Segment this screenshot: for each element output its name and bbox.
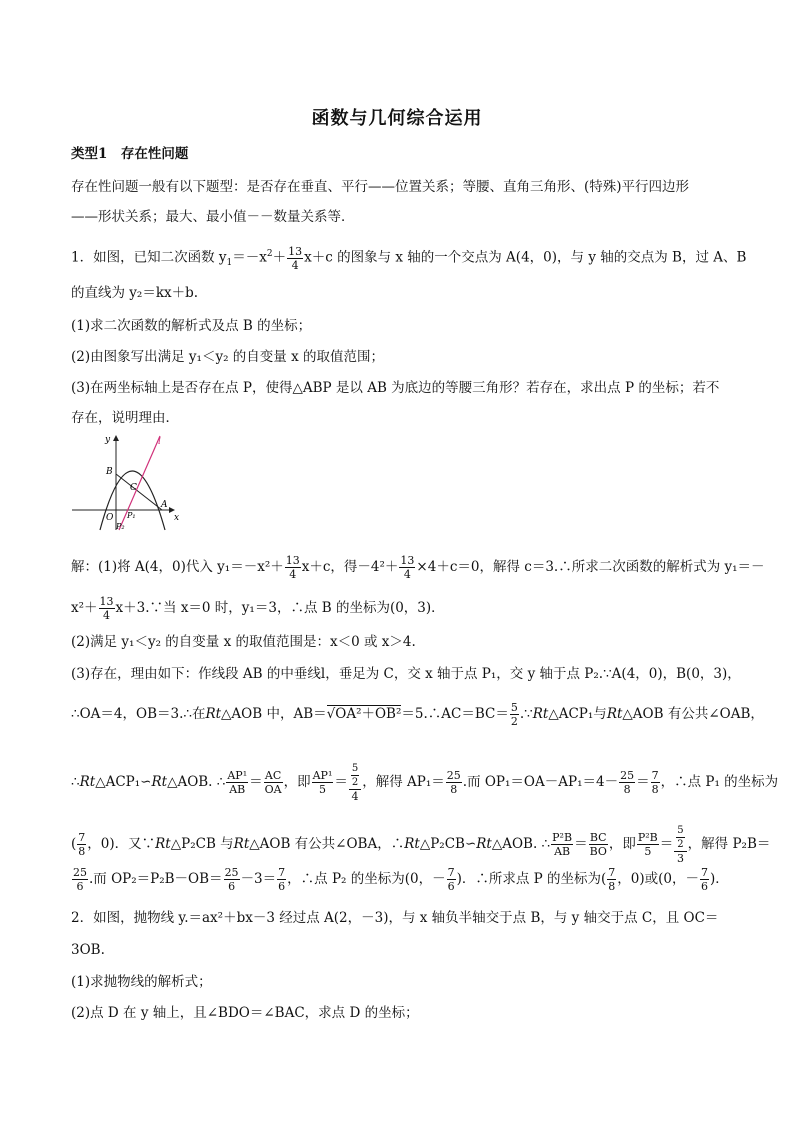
fraction — [551, 831, 573, 858]
sol-line-8 — [71, 866, 741, 893]
x-label: x — [174, 513, 180, 523]
numerator: 7 — [447, 866, 455, 879]
rt-text: Rt — [404, 836, 420, 852]
rt-text: Rt — [205, 706, 222, 722]
q1-text: x＋c 的图象与 x 轴的一个交点为 A(4，0)，与 y 轴的交点为 B，过 A、B — [304, 249, 747, 266]
sol-text: .而 OP₂＝P₂B－OB＝ — [89, 871, 223, 887]
sol-text: －3＝ — [240, 871, 277, 887]
q2-part-1: (1)求抛物线的解析式； — [71, 974, 212, 990]
numerator — [349, 762, 361, 790]
numerator: 7 — [78, 831, 86, 844]
sol-text: ，∴点 P₁ 的坐标为 — [660, 774, 779, 790]
sol-text: ×4＋c＝0，解得 c＝3.∴所求二次函数的解析式为 y₁＝－ — [416, 559, 765, 575]
denominator: 8 — [608, 880, 616, 893]
sol-text: ，解得 AP₁＝ — [362, 774, 445, 790]
denominator: 3 — [676, 852, 684, 865]
denominator: 4 — [289, 568, 297, 581]
sqrt-body: OA²＋OB² — [335, 706, 402, 722]
rt-text: Rt — [151, 774, 168, 790]
denominator: 6 — [447, 880, 455, 893]
denominator: 6 — [228, 880, 236, 893]
q2-line-2: 3OB. — [71, 942, 105, 958]
sol-text: .∵ — [519, 706, 533, 722]
denominator: 8 — [78, 845, 86, 858]
numerator: BC — [589, 831, 607, 844]
numerator: 5 — [510, 701, 518, 714]
fraction — [399, 554, 415, 581]
denominator: 5 — [644, 845, 652, 858]
q1-part-3-line-1: (3)在两坐标轴上是否存在点 P，使得△ABP 是以 AB 为底边的等腰三角形？若存在，求出点 P 的坐标；若不 — [71, 380, 720, 396]
denominator: 8 — [651, 783, 659, 796]
denominator: 5 — [318, 783, 326, 796]
q1-text: ＝－x — [232, 249, 267, 266]
l-label: l — [158, 437, 161, 447]
sol-text: ，0)或(0，－ — [617, 871, 700, 887]
fraction — [700, 866, 709, 893]
sol-text: 解：(1)将 A(4，0)代入 y₁＝－x²＋ — [71, 559, 284, 575]
numerator: 7 — [651, 769, 659, 782]
q1-figure — [70, 432, 182, 532]
numerator: AP¹ — [227, 769, 248, 782]
radical-sign: √ — [326, 706, 336, 722]
fraction — [447, 866, 456, 893]
sol-text: ，0)．又∵ — [87, 836, 156, 852]
numerator: 25 — [446, 769, 461, 782]
numerator: 25 — [224, 866, 239, 879]
fraction — [264, 769, 283, 796]
intro-line-1: 存在性问题一般有以下题型：是否存在垂直、平行——位置关系；等腰、直角三角形、(特殊)平行四边形 — [71, 179, 690, 195]
fraction — [77, 831, 86, 858]
rt-text: Rt — [79, 774, 96, 790]
numerator: 25 — [73, 866, 87, 879]
numerator: 7 — [701, 866, 709, 879]
fraction — [607, 866, 616, 893]
fraction — [99, 595, 115, 622]
numerator: P²B — [552, 831, 573, 844]
sol-line-5 — [71, 701, 764, 728]
denominator: 2 — [677, 839, 684, 850]
sol-line-6 — [71, 762, 779, 803]
fraction — [285, 554, 301, 581]
sol-text: ＝ — [574, 836, 588, 852]
denominator: 4 — [351, 790, 359, 803]
fraction — [72, 866, 88, 893]
denominator: 8 — [623, 783, 631, 796]
fraction — [676, 824, 684, 851]
sol-text: ∴ — [71, 774, 80, 790]
q1-part-1: (1)求二次函数的解析式及点 B 的坐标； — [71, 318, 312, 334]
y-label: y — [105, 435, 111, 445]
fraction — [651, 769, 660, 796]
numerator: 13 — [99, 595, 114, 608]
numerator: 7 — [608, 866, 616, 879]
compound-fraction — [674, 824, 686, 865]
line-l — [119, 436, 160, 530]
rt-text: Rt — [606, 706, 623, 722]
fraction — [619, 769, 635, 796]
fraction — [351, 762, 359, 789]
rt-text: Rt — [532, 706, 549, 722]
denominator: 4 — [403, 568, 411, 581]
denominator: 6 — [701, 880, 709, 893]
rt-text: Rt — [155, 836, 171, 852]
fraction — [510, 701, 519, 728]
page-title: 函数与几何综合运用 — [311, 108, 483, 129]
sol-text: x²＋ — [71, 600, 98, 616]
fraction — [224, 866, 240, 893]
denominator: 6 — [278, 880, 286, 893]
fraction — [277, 866, 286, 893]
sol-text: ∴OA＝4，OB＝3.∴在 — [71, 706, 206, 722]
sol-text: △P₂CB 与 — [170, 836, 234, 852]
numerator: 25 — [620, 769, 635, 782]
sol-text: ＝ — [659, 836, 674, 852]
denominator: AB — [229, 783, 246, 796]
sol-text: ＝ — [334, 774, 348, 790]
sol-line-3: (2)满足 y₁＜y₂ 的自变量 x 的取值范围是：x＜0 或 x＞4. — [71, 634, 416, 650]
numerator: 5 — [351, 763, 359, 774]
sol-text: △AOB. ∴ — [491, 836, 551, 852]
sol-text: ，解得 P₂B＝ — [687, 836, 771, 852]
denominator: 2 — [351, 777, 359, 788]
numerator: 13 — [400, 554, 415, 567]
p2-label: P₂ — [116, 522, 125, 531]
o-label: O — [106, 513, 114, 523]
sol-text: △P₂CB∽ — [419, 836, 477, 852]
sol-line-7 — [71, 824, 771, 865]
denominator: OA — [264, 783, 282, 796]
numerator: 7 — [278, 866, 286, 879]
sol-text: ，即 — [608, 836, 636, 852]
sol-text: △AOB. ∴ — [167, 774, 226, 790]
sol-text: ＝ — [249, 774, 263, 790]
compound-fraction — [349, 762, 361, 803]
intro-line-2: ——形状关系；最大、最小值－－数量关系等． — [71, 209, 355, 225]
section-heading: 类型1 存在性问题 — [71, 146, 189, 162]
denominator: 4 — [291, 258, 299, 272]
q1-line-1: 1．如图，已知二次函数 $y_1=-x^2+$ $\frac{13}{4}$ x＋c 的图象与 x 轴的一个交点为 A(4，0)，与 y 轴的交点为 B，过 A、B — [71, 244, 747, 272]
numerator — [674, 824, 686, 852]
sol-line-1 — [71, 554, 765, 581]
sqrt-expr — [327, 705, 402, 722]
q2-part-2: (2)点 D 在 y 轴上，且∠BDO＝∠BAC，求点 D 的坐标； — [71, 1005, 419, 1021]
c-label: C — [130, 483, 137, 493]
sol-line-4: (3)存在，理由如下：作线段 AB 的中垂线l，垂足为 C，交 x 轴于点 P₁，交 y 轴于点 P₂.∵A(4，0)，B(0，3)， — [71, 666, 741, 682]
q1-part-3-line-2: 存在，说明理由． — [71, 410, 179, 426]
denominator: 4 — [103, 609, 111, 622]
sol-text: ( — [71, 836, 77, 852]
denominator: 8 — [450, 783, 458, 796]
fraction — [312, 769, 334, 796]
rt-text: Rt — [233, 836, 250, 852]
numerator: AC — [264, 769, 282, 782]
numerator: 5 — [677, 825, 684, 836]
sol-text: ＝5.∴AC＝BC＝ — [401, 706, 509, 722]
fraction — [589, 831, 608, 858]
a-label: A — [161, 500, 168, 510]
numerator: P²B — [637, 831, 658, 844]
fraction — [287, 245, 303, 272]
q1-line-2: 的直线为 y₂＝kx＋b. — [71, 285, 199, 301]
q1-part-2: (2)由图象写出满足 y₁＜y₂ 的自变量 x 的取值范围； — [71, 349, 384, 365]
sol-text: △AOB 中，AB＝ — [221, 706, 327, 722]
q1-text: ＋ — [272, 249, 287, 266]
b-label: B — [106, 467, 113, 477]
sol-line-2 — [71, 595, 741, 622]
denominator: BO — [589, 845, 607, 858]
q1-text: 1．如图，已知二次函数 y — [71, 249, 227, 266]
sol-text: )．∴所求点 P 的坐标为( — [456, 871, 607, 887]
numerator: 13 — [288, 244, 303, 258]
sol-text: △AOB 有公共∠OAB， — [622, 706, 764, 722]
sol-text: ＝ — [636, 774, 650, 790]
rt-text: Rt — [476, 836, 492, 852]
sol-text: ，∴点 P₂ 的坐标为(0，－ — [287, 871, 446, 887]
fraction — [446, 769, 462, 796]
denominator: 2 — [510, 715, 518, 728]
fraction — [226, 769, 248, 796]
sol-text: △ACP₁与 — [548, 706, 607, 722]
sol-text: △AOB 有公共∠OBA，∴ — [249, 836, 405, 852]
sol-text: .而 OP₁＝OA－AP₁＝4－ — [462, 774, 619, 790]
sol-text: △ACP₁∽ — [95, 774, 152, 790]
numerator: 13 — [285, 554, 300, 567]
numerator: AP¹ — [312, 769, 333, 782]
sol-text: x＋3.∵当 x＝0 时，y₁＝3，∴点 B 的坐标为(0，3)． — [115, 600, 445, 616]
denominator: AB — [554, 845, 571, 858]
sol-text: )． — [710, 871, 729, 887]
sol-text: ，即 — [283, 774, 311, 790]
sol-text: x＋c，得－4²＋ — [301, 559, 399, 575]
denominator: 6 — [76, 880, 84, 893]
p1-label: P₁ — [127, 511, 136, 520]
line-ab — [116, 474, 162, 510]
fraction — [637, 831, 659, 858]
q2-line-1: 2．如图，抛物线 y.＝ax²＋bx－3 经过点 A(2，－3)，与 x 轴负半轴交于点 B，与 y 轴交于点 C，且 OC＝ — [71, 910, 719, 926]
